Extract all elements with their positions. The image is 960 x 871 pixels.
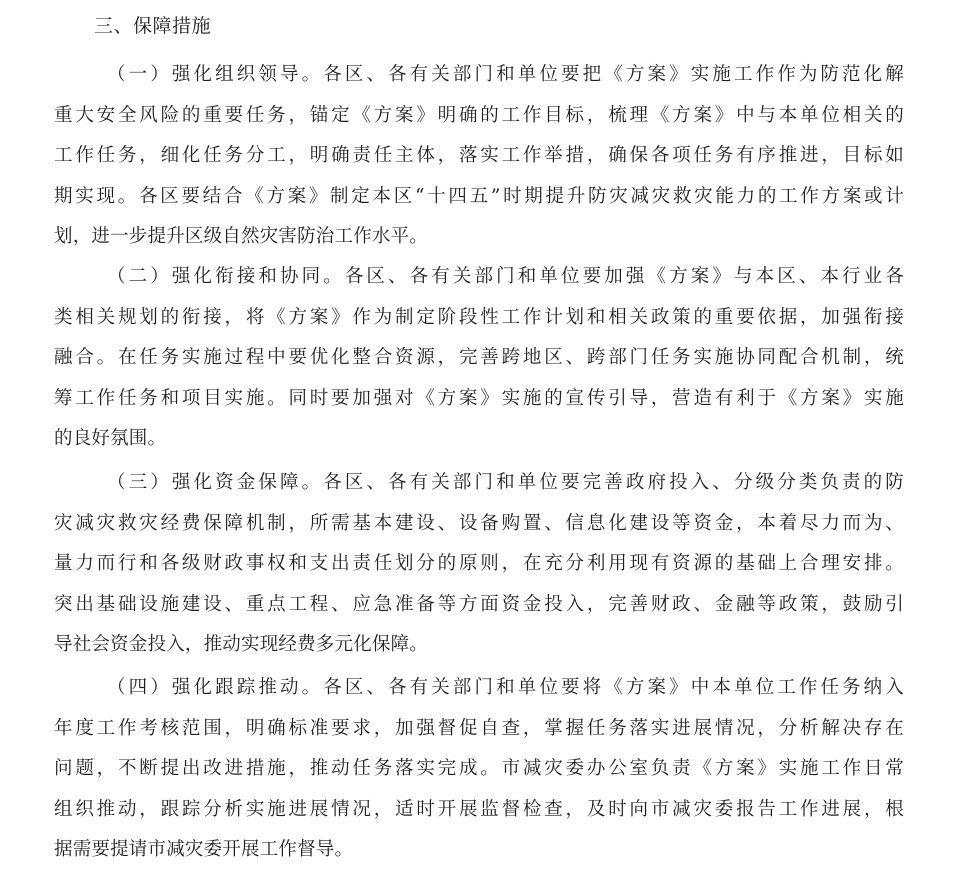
text-line: 导社会资金投入，推动实现经费多元化保障。: [54, 634, 429, 655]
text-line: 重大安全风险的重要任务，锚定《方案》明确的工作目标，梳理《方案》中与本单位相关的: [54, 104, 904, 126]
text-line: 灾减灾救灾经费保障机制，所需基本建设、设备购置、信息化建设等资金，本着尽力而为、: [54, 512, 904, 534]
text-line: （三）强化资金保障。各区、各有关部门和单位要完善政府投入、分级分类负责的防: [107, 472, 904, 493]
text-line: 问题，不断提出改进措施，推动任务落实完成。市减灾委办公室负责《方案》实施工作日常: [54, 758, 904, 779]
text-line: 据需要提请市减灾委开展工作督导。: [54, 839, 354, 860]
section-heading: 三、保障措施: [94, 15, 212, 37]
text-line: 融合。在任务实施过程中要优化整合资源，完善跨地区、跨部门任务实施协同配合机制，统: [54, 347, 904, 368]
text-line: 的良好氛围。: [54, 428, 167, 449]
text-line: 筹工作任务和项目实施。同时要加强对《方案》实施的宣传引导，营造有利于《方案》实施: [54, 387, 904, 409]
paragraph-organization-leadership: [54, 55, 904, 258]
text-line: 类相关规划的衔接，将《方案》作为制定阶段性工作计划和相关政策的重要依据，加强衔接: [54, 306, 904, 328]
text-line: （四）强化跟踪推动。各区、各有关部门和单位要将《方案》中本单位工作任务纳入: [107, 677, 904, 698]
text-line: （二）强化衔接和协同。各区、各有关部门和单位要加强《方案》与本区、本行业各: [107, 266, 904, 287]
text-line: 期实现。各区要结合《方案》制定本区“十四五”时期提升防灾减灾救灾能力的工作方案或计: [54, 185, 904, 207]
text-line: 量力而行和各级财政事权和支出责任划分的原则，在充分利用现有资源的基础上合理安排。: [54, 553, 904, 574]
paragraph-funding: [54, 463, 904, 666]
text-line: （一）强化组织领导。各区、各有关部门和单位要把《方案》实施工作作为防范化解: [107, 64, 904, 85]
text-line: 工作任务，细化任务分工，明确责任主体，落实工作举措，确保各项任务有序推进，目标如: [54, 145, 904, 166]
paragraph-tracking: [54, 668, 904, 871]
text-line: 组织推动，跟踪分析实施进展情况，适时开展监督检查，及时向市减灾委报告工作进展，根: [54, 798, 904, 820]
text-line: 划，进一步提升区级自然灾害防治工作水平。: [54, 226, 429, 247]
paragraph-coordination: [54, 257, 904, 460]
text-line: 年度工作考核范围，明确标准要求，加强督促自查，掌握任务落实进展情况，分析解决存在: [54, 717, 904, 739]
text-line: 突出基础设施建设、重点工程、应急准备等方面资金投入，完善财政、金融等政策，鼓励引: [54, 593, 904, 615]
